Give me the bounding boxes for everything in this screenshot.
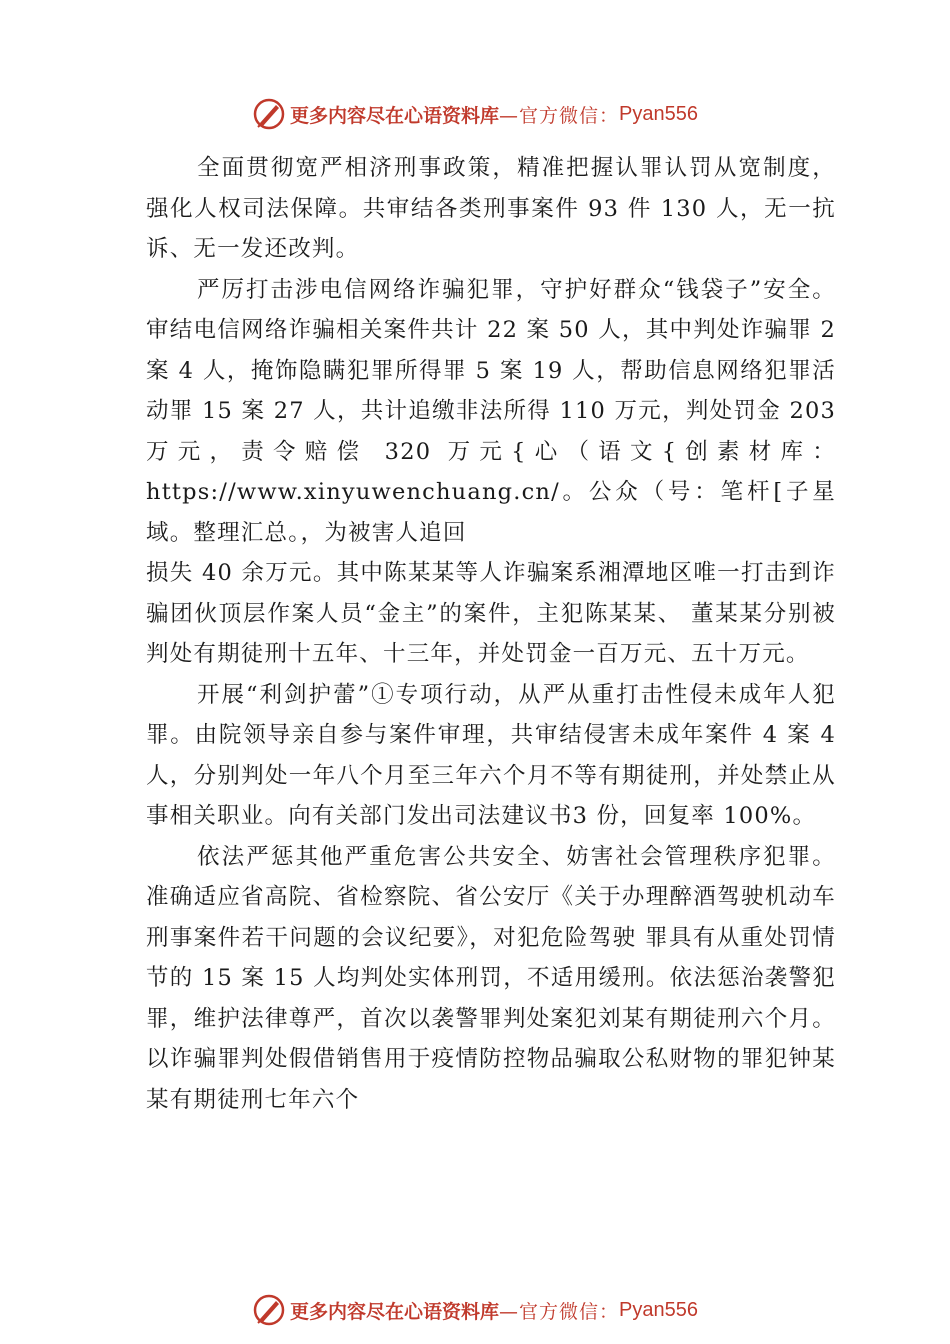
paragraph-3: 开展“利剑护蕾”①专项行动，从严从重打击性侵未成年人犯罪。由院领导亲自参与案件审理，共审结侵害未成年案件 4 案 4 人，分别判处一年八个月至三年六个月不等有期徒刑，并处禁止从事相关职业。向有关部门发出司法建议书3 份，回复率 100%。 bbox=[146, 681, 836, 829]
paragraph-2a-text: 严厉打击涉电信网络诈骗犯罪，守护好群众“钱袋子”安全。审结电信网络诈骗相关案件共计 22 案 50 人，其中判处诈骗罪 2 案 4 人，掩饰隐瞒犯罪所得罪 5 案 19 人，帮助信息网络犯罪活动罪 15 案 27 人，共计追缴非法所得 110 万元，判处罚金 203 万元，责令赔偿 320 万元{心（语文{创素材库：https://www.xinyuwenchuang.cn/。公众（号：笔杆[子星域。整理汇总。，为被害人追回 bbox=[146, 276, 836, 546]
pen-in-circle-icon bbox=[252, 97, 286, 131]
footer-main-text: 更多内容尽在心语资料库 bbox=[290, 1300, 500, 1323]
document-body bbox=[146, 148, 836, 1120]
paragraph-2a bbox=[146, 270, 836, 554]
footer-sub-text: —官方微信： bbox=[499, 1300, 620, 1323]
footer-wechat-id: Pyan556 bbox=[619, 1298, 698, 1321]
header-banner bbox=[0, 94, 950, 134]
header-wechat-id: Pyan556 bbox=[619, 102, 698, 125]
footer-banner bbox=[0, 1290, 950, 1330]
pen-in-circle-icon bbox=[252, 1293, 286, 1327]
header-sub-text: —官方微信： bbox=[499, 104, 620, 127]
paragraph-1: 全面贯彻宽严相济刑事政策，精准把握认罪认罚从宽制度，强化人权司法保障。共审结各类刑事案件 93 件 130 人，无一抗诉、无一发还改判。 bbox=[146, 155, 836, 262]
header-main-text: 更多内容尽在心语资料库 bbox=[290, 104, 500, 127]
paragraph-4: 依法严惩其他严重危害公共安全、妨害社会管理秩序犯罪。准确适应省高院、省检察院、省公安厅《关于办理醉酒驾驶机动车刑事案件若干问题的会议纪要》，对犯危险驾驶 罪具有从重处罚情节的 15 案 15 人均判处实体刑罚，不适用缓刑。依法惩治袭警犯罪，维护法律尊严，首次以袭警罪判处案犯刘某有期徒刑六个月。以诈骗罪判处假借销售用于疫情防控物品骗取公私财物的罪犯钟某某有期徒刑七年六个 bbox=[146, 843, 836, 1113]
paragraph-2b: 损失 40 余万元。其中陈某某等人诈骗案系湘潭地区唯一打击到诈骗团伙顶层作案人员“金主”的案件，主犯陈某某、 董某某分别被判处有期徒刑十五年、十三年，并处罚金一百万元、五十万元。 bbox=[146, 560, 836, 667]
